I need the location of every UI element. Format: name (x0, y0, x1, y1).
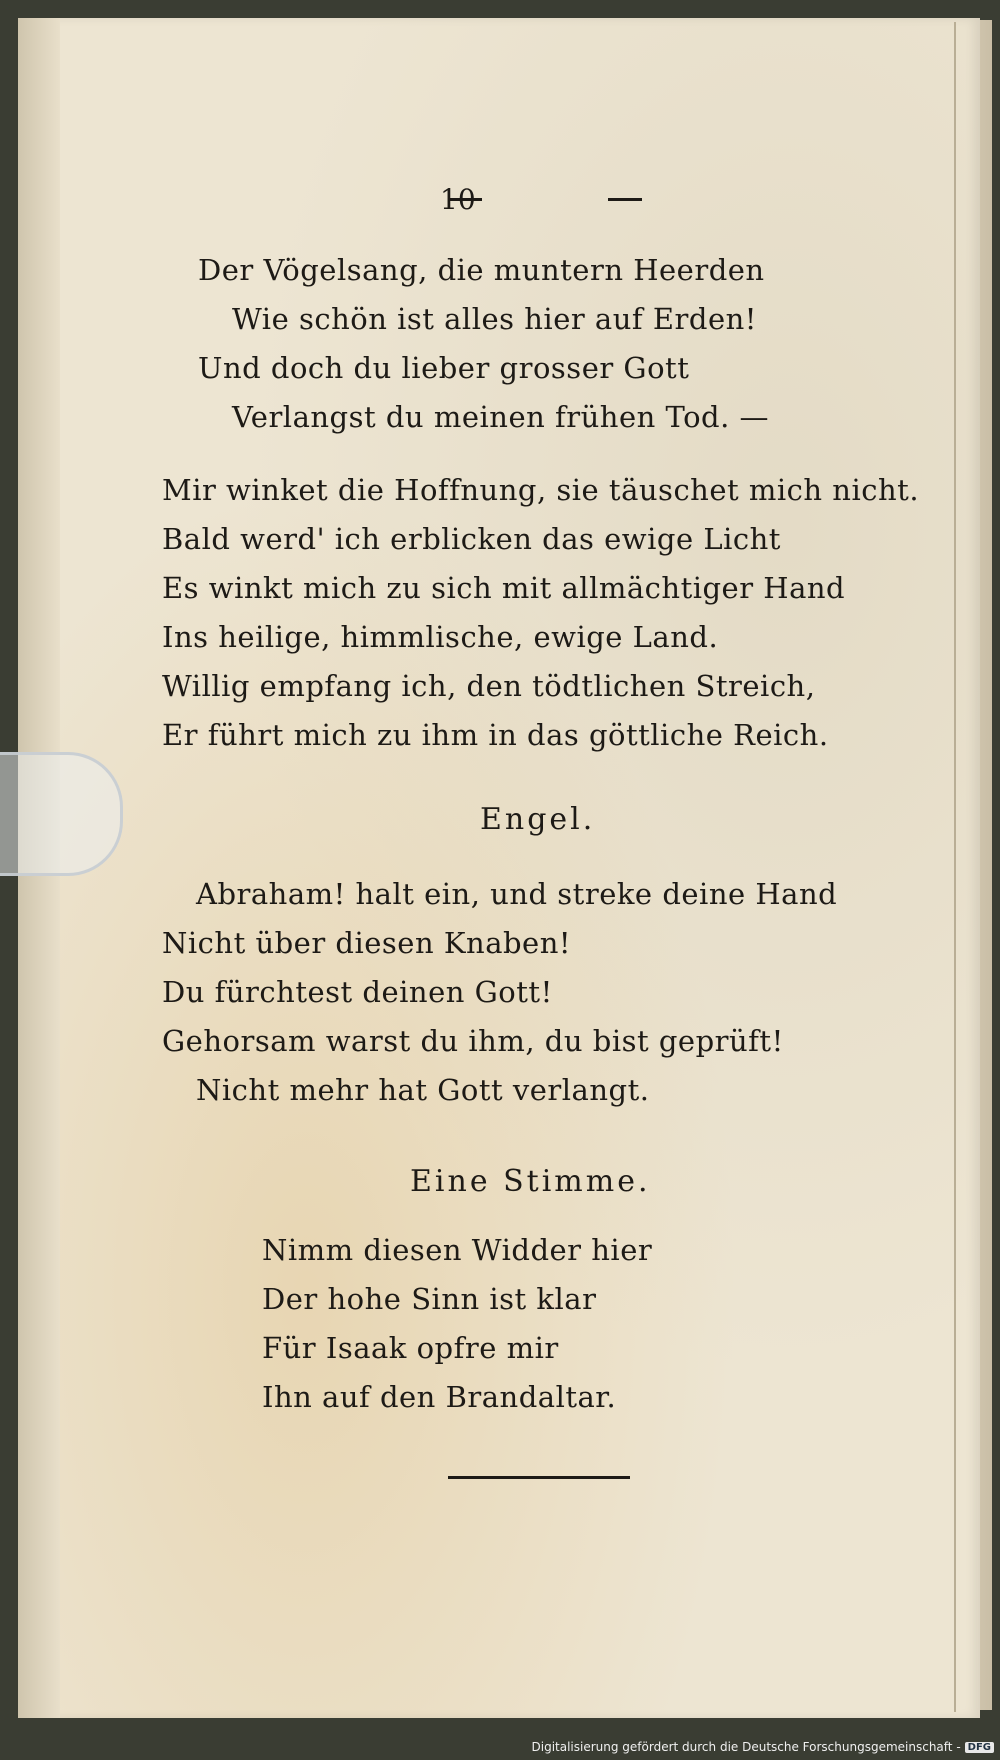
dfg-logo: DFG (965, 1742, 994, 1753)
verse-line: Nicht über diesen Knaben! (162, 926, 572, 960)
page-number-dash-right (608, 198, 642, 201)
verse-line: Gehorsam warst du ihm, du bist geprüft! (162, 1024, 784, 1058)
verse-line: Abraham! halt ein, und streke deine Hand (196, 877, 838, 911)
speaker-heading-engel: Engel. (480, 802, 596, 837)
page-number: 10 (440, 183, 476, 216)
page-clip (0, 752, 123, 876)
page-fold (954, 22, 956, 1712)
verse-line: Verlangst du meinen frühen Tod. — (232, 400, 770, 434)
verse-line: Bald werd' ich erblicken das ewige Licht (162, 522, 781, 556)
digitization-credit (532, 1740, 995, 1754)
verse-line: Für Isaak opfre mir (262, 1331, 559, 1365)
verse-line: Der Vögelsang, die muntern Heerden (198, 253, 765, 287)
verse-line: Ins heilige, himmlische, ewige Land. (162, 620, 719, 654)
verse-line: Ihn auf den Brandaltar. (262, 1380, 617, 1414)
verse-line: Willig empfang ich, den tödtlichen Streich, (162, 669, 816, 703)
speaker-heading-stimme: Eine Stimme. (410, 1164, 651, 1199)
verse-line: Mir winket die Hoffnung, sie täuschet mich nicht. (162, 473, 920, 507)
verse-line: Und doch du lieber grosser Gott (198, 351, 690, 385)
verse-line: Wie schön ist alles hier auf Erden! (232, 302, 757, 336)
verse-line: Der hohe Sinn ist klar (262, 1282, 597, 1316)
verse-line: Es winkt mich zu sich mit allmächtiger Hand (162, 571, 846, 605)
end-rule (448, 1476, 630, 1479)
verse-line: Nicht mehr hat Gott verlangt. (196, 1073, 650, 1107)
verse-line: Er führt mich zu ihm in das göttliche Reich. (162, 718, 829, 752)
credit-text: Digitalisierung gefördert durch die Deutsche Forschungsgemeinschaft - (531, 1740, 961, 1754)
verse-line: Nimm diesen Widder hier (262, 1233, 653, 1267)
verse-line: Du fürchtest deinen Gott! (162, 975, 553, 1009)
